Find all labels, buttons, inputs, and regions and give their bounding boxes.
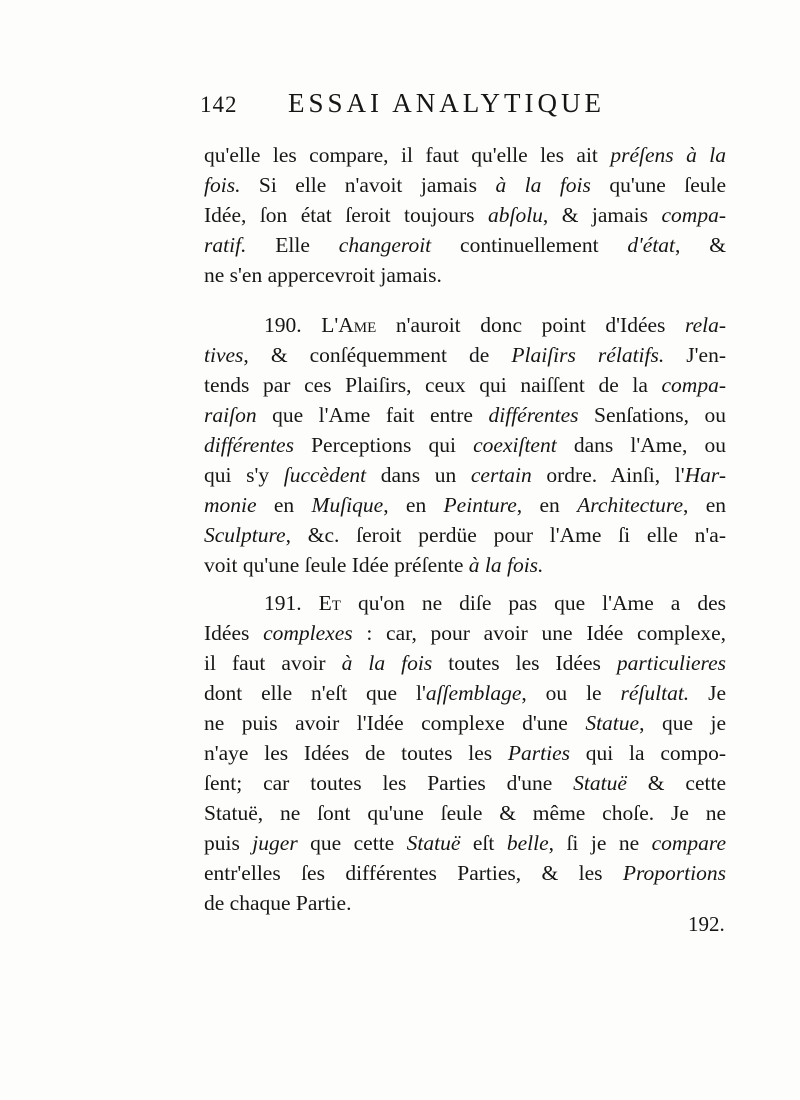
italic-run: Statue bbox=[585, 711, 640, 735]
text-line bbox=[204, 310, 726, 340]
italic-run: raiſon bbox=[204, 403, 257, 427]
italic-run: complexes bbox=[263, 621, 353, 645]
text-run: 190. L' bbox=[264, 313, 339, 337]
text-run: qu'elle les compare, il faut qu'elle les ait bbox=[204, 143, 611, 167]
text-line bbox=[204, 520, 726, 550]
text-run: que cette bbox=[297, 831, 407, 855]
small-caps-run: Ame bbox=[338, 313, 377, 337]
italic-run: préſens à la bbox=[610, 143, 726, 167]
italic-run: compare bbox=[651, 831, 726, 855]
text-run: ne s'en appercevroit jamais. bbox=[204, 263, 442, 287]
text-line bbox=[204, 708, 726, 738]
text-run: entr'elles ſes différentes Parties, & les bbox=[204, 861, 623, 885]
text-line bbox=[204, 340, 726, 370]
text-run: qu'une ſeule bbox=[590, 173, 726, 197]
text-run: Perceptions qui bbox=[293, 433, 474, 457]
running-head bbox=[200, 88, 660, 124]
text-run: eſt bbox=[460, 831, 507, 855]
text-run: n'auroit donc point d'Idées bbox=[376, 313, 685, 337]
text-run: ne puis avoir l'Idée complexe d'une bbox=[204, 711, 586, 735]
italic-run: certain bbox=[470, 463, 532, 487]
text-line bbox=[204, 648, 726, 678]
italic-run: Architecture bbox=[577, 493, 684, 517]
italic-run: monie bbox=[204, 493, 257, 517]
italic-run: différentes bbox=[488, 403, 579, 427]
text-run: il faut avoir bbox=[204, 651, 342, 675]
italic-run: Har- bbox=[684, 463, 726, 487]
italic-run: compa- bbox=[661, 373, 726, 397]
text-run: : car, pour avoir une Idée complexe, bbox=[352, 621, 726, 645]
text-run: toutes les Idées bbox=[432, 651, 617, 675]
italic-run: coexiſtent bbox=[473, 433, 557, 457]
text-line bbox=[204, 460, 726, 490]
italic-run: d'état bbox=[627, 233, 676, 257]
text-run: continuellement bbox=[431, 233, 628, 257]
text-run: Si elle n'avoit jamais bbox=[240, 173, 496, 197]
text-run: J'en- bbox=[664, 343, 726, 367]
text-run: Idées bbox=[204, 621, 264, 645]
text-line bbox=[204, 618, 726, 648]
text-run: , &c. ſeroit perdüe pour l'Ame ſi elle n'a- bbox=[285, 523, 726, 547]
text-run: & cette bbox=[626, 771, 726, 795]
text-run: , que je bbox=[639, 711, 726, 735]
italic-run: Peinture bbox=[443, 493, 517, 517]
italic-run: aſſemblage bbox=[425, 681, 522, 705]
text-line bbox=[204, 140, 726, 170]
italic-run: fois. bbox=[204, 173, 241, 197]
text-line bbox=[204, 230, 726, 260]
italic-run: belle bbox=[506, 831, 549, 855]
italic-run: abſolu bbox=[487, 203, 543, 227]
italic-run: à la fois bbox=[495, 173, 591, 197]
text-run: 191. E bbox=[264, 591, 332, 615]
text-line bbox=[204, 170, 726, 200]
text-line bbox=[204, 798, 726, 828]
text-run: qui s'y bbox=[204, 463, 284, 487]
italic-run: Statuë bbox=[406, 831, 461, 855]
text-run: Senſations, ou bbox=[578, 403, 726, 427]
italic-run: Statuë bbox=[573, 771, 627, 795]
small-caps-run: t bbox=[331, 591, 341, 615]
text-line bbox=[204, 828, 726, 858]
text-run: , & jamais bbox=[542, 203, 662, 227]
text-line bbox=[204, 200, 726, 230]
text-line bbox=[204, 888, 726, 918]
italic-run: ratif. bbox=[204, 233, 247, 257]
text-line bbox=[204, 260, 726, 290]
text-line bbox=[204, 588, 726, 618]
text-run: ſent; car toutes les Parties d'une bbox=[204, 771, 574, 795]
italic-run: Muſique bbox=[311, 493, 384, 517]
text-run: qui la compo- bbox=[570, 741, 726, 765]
italic-run: rela- bbox=[685, 313, 726, 337]
text-line bbox=[204, 550, 726, 580]
text-run: que l'Ame fait entre bbox=[256, 403, 489, 427]
text-run: Idée, ſon état ſeroit toujours bbox=[204, 203, 488, 227]
running-title: ESSAI ANALYTIQUE bbox=[288, 88, 606, 118]
paragraph-191 bbox=[204, 588, 726, 918]
text-run: , ſi je ne bbox=[548, 831, 652, 855]
italic-run: changeroit bbox=[338, 233, 432, 257]
paragraph-189-continuation bbox=[204, 140, 726, 290]
italic-run: particulieres bbox=[616, 651, 726, 675]
text-run: de chaque Partie. bbox=[204, 891, 352, 915]
italic-run: différentes bbox=[204, 433, 294, 457]
text-run: Elle bbox=[246, 233, 339, 257]
italic-run: à la fois. bbox=[468, 553, 544, 577]
text-run: , ou le bbox=[521, 681, 621, 705]
text-line bbox=[204, 678, 726, 708]
text-run: , en bbox=[383, 493, 444, 517]
catchword: 192. bbox=[688, 912, 725, 936]
text-line bbox=[204, 430, 726, 460]
text-line bbox=[204, 400, 726, 430]
italic-run: Parties bbox=[507, 741, 570, 765]
italic-run: Plaiſirs rélatifs. bbox=[511, 343, 665, 367]
text-run: en bbox=[256, 493, 312, 517]
italic-run: tives bbox=[204, 343, 244, 367]
text-run: ordre. Ainſi, l' bbox=[531, 463, 685, 487]
italic-run: Proportions bbox=[622, 861, 726, 885]
text-run: Statuë, ne ſont qu'une ſeule & même choſe. Je ne bbox=[204, 801, 726, 825]
text-run: , en bbox=[516, 493, 578, 517]
text-run: qu'on ne diſe pas que l'Ame a des bbox=[340, 591, 727, 615]
paragraph-190 bbox=[204, 310, 726, 580]
italic-run: compa- bbox=[661, 203, 726, 227]
text-line bbox=[204, 490, 726, 520]
text-run: Je bbox=[689, 681, 726, 705]
text-run: dans un bbox=[366, 463, 471, 487]
italic-run: à la fois bbox=[341, 651, 433, 675]
text-run: puis bbox=[204, 831, 253, 855]
text-line bbox=[204, 738, 726, 768]
text-run: , en bbox=[683, 493, 727, 517]
text-run: , & bbox=[675, 233, 726, 257]
text-run: voit qu'une ſeule Idée préſente bbox=[204, 553, 469, 577]
text-run: n'aye les Idées de toutes les bbox=[204, 741, 508, 765]
text-line bbox=[204, 768, 726, 798]
italic-run: juger bbox=[252, 831, 298, 855]
text-run: dans l'Ame, ou bbox=[556, 433, 726, 457]
text-run: tends par ces Plaiſirs, ceux qui naiſſent de la bbox=[204, 373, 662, 397]
text-run: dont elle n'eſt que l' bbox=[204, 681, 426, 705]
italic-run: réſultat. bbox=[620, 681, 690, 705]
italic-run: ſuccèdent bbox=[283, 463, 367, 487]
text-line bbox=[204, 370, 726, 400]
text-run: , & conſéquemment de bbox=[243, 343, 512, 367]
italic-run: Sculpture bbox=[204, 523, 286, 547]
text-line bbox=[204, 858, 726, 888]
page-number: 142 bbox=[200, 92, 238, 117]
